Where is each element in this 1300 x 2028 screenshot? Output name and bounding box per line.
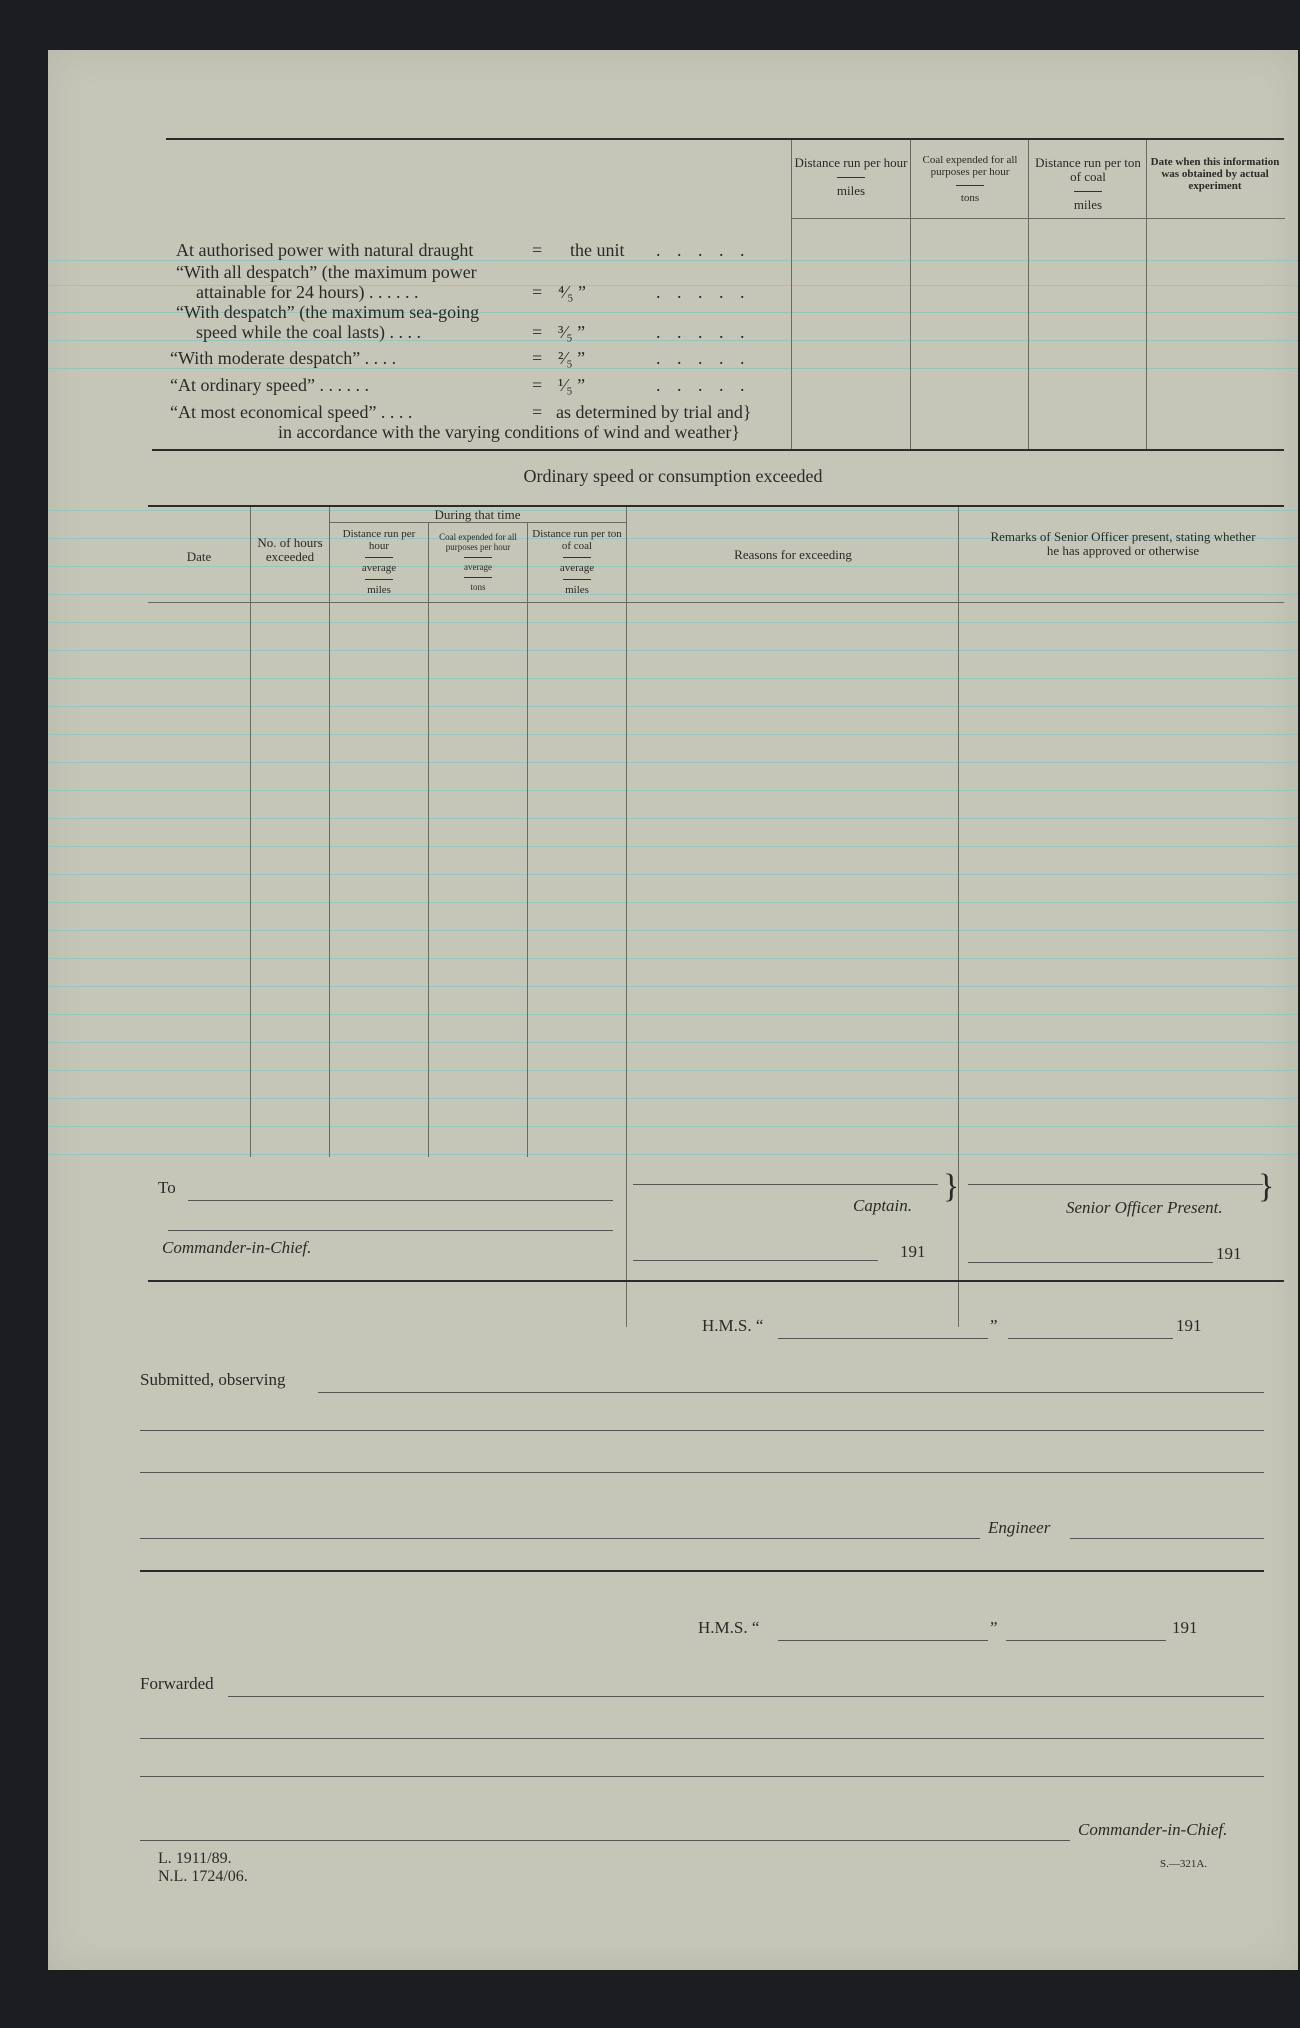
col-avg-coal-unit: tons (470, 582, 486, 592)
col-coal-per-hour-unit: tons (960, 192, 980, 204)
leader-dots: . . . . . (656, 348, 751, 368)
hms-label-2: H.M.S. “ (698, 1618, 760, 1637)
submitted-line-2[interactable] (140, 1430, 1264, 1431)
col-distance-per-hour (794, 156, 908, 198)
col-distance-per-ton-unit: miles (1073, 197, 1103, 212)
forwarded-line-2[interactable] (140, 1738, 1264, 1739)
form-page (48, 50, 1298, 1970)
reference-l: L. 1911/89. (158, 1850, 232, 1867)
speed-row-economical-2: in accordance with the varying conditions of wind and weather} (278, 422, 740, 442)
col-avg-distance-ton-title: Distance run per ton of coal (532, 528, 622, 552)
captain-date-line[interactable] (633, 1260, 878, 1261)
ship-name-line-2[interactable] (778, 1640, 988, 1641)
leader-dots: . . . . . (656, 240, 751, 260)
forwarded-line-1[interactable] (228, 1696, 1264, 1697)
col-coal-per-hour (914, 154, 1026, 204)
col-avg-coal-average: average (464, 562, 492, 572)
engineer-signature-line[interactable] (1070, 1538, 1264, 1539)
col-distance-per-ton (1032, 156, 1144, 212)
senior-signature-line[interactable] (968, 1184, 1263, 1185)
engineer-label: Engineer (988, 1518, 1051, 1537)
col-distance-per-ton-title: Distance run per ton of coal (1035, 155, 1141, 184)
equals-sign: = (532, 402, 543, 422)
speed-row-despatch: “With despatch” (the maximum sea-going (176, 302, 480, 322)
date-line-2[interactable] (1006, 1640, 1166, 1641)
speed-row-label: At authorised power with natural draught (176, 240, 474, 260)
equals-sign: = (532, 322, 543, 342)
speed-ratio: the unit (570, 240, 625, 260)
cinc-label-1: Commander-in-Chief. (162, 1238, 312, 1257)
col-reasons: Reasons for exceeding (734, 547, 852, 562)
leader-dots: . . . . . (656, 282, 751, 302)
submitted-line-3[interactable] (140, 1472, 1264, 1473)
col-coal-per-hour-title: Coal expended for all purposes per hour (922, 154, 1018, 178)
forwarded-label: Forwarded (140, 1674, 214, 1693)
senior-officer-label: Senior Officer Present. (1066, 1198, 1223, 1217)
exceeded-title: Ordinary speed or consumption exceeded (523, 466, 823, 486)
top-rule (166, 138, 1284, 140)
senior-year: 191 (1216, 1244, 1242, 1263)
forwarded-line-3[interactable] (140, 1776, 1264, 1777)
speed-ratio: as determined by trial and} (556, 402, 752, 422)
equals-sign: = (532, 348, 543, 368)
senior-date-line[interactable] (968, 1262, 1213, 1263)
during-that-time: During that time (434, 507, 521, 522)
form-number: S.—321A. (1160, 1858, 1208, 1870)
equals-sign: = (532, 375, 543, 395)
quote-close: ” (990, 1618, 998, 1637)
speed-row-all-despatch: “With all despatch” (the maximum power (176, 262, 477, 282)
col-avg-distance-unit: miles (367, 584, 391, 596)
to-line[interactable] (188, 1200, 613, 1201)
col-avg-coal-title: Coal expended for all purposes per hour (439, 532, 517, 552)
date-line-1[interactable] (1008, 1338, 1173, 1339)
quote-close: ” (990, 1316, 998, 1335)
cinc-label-2: Commander-in-Chief. (1078, 1820, 1228, 1839)
col-hours-exceeded: No. of hours exceeded (257, 535, 323, 564)
speed-ratio: ³⁄₅ ” (558, 322, 586, 342)
captain-label: Captain. (853, 1196, 913, 1215)
col-avg-distance-ton (530, 528, 624, 596)
col-date-obtained-title: Date when this information was obtained by actual experiment (1150, 156, 1280, 192)
speed-ratio: ²⁄₅ ” (558, 348, 586, 368)
brace: } (1258, 1168, 1275, 1205)
col-remarks: Remarks of Senior Officer present, stating whether he has approved or otherwise (990, 529, 1256, 558)
equals-sign: = (532, 282, 543, 302)
col-avg-distance-ton-average: average (559, 562, 595, 574)
captain-year: 191 (900, 1242, 926, 1261)
submitted-label: Submitted, observing (140, 1370, 286, 1389)
speed-row-despatch-2: speed while the coal lasts) . . . . (196, 322, 421, 342)
col-avg-distance-ton-unit: miles (565, 584, 589, 596)
year-1: 191 (1176, 1316, 1202, 1335)
forwarded-line-4[interactable] (140, 1840, 1070, 1841)
reference-nl: N.L. 1724/06. (158, 1868, 248, 1885)
submitted-line-4[interactable] (140, 1538, 980, 1539)
speed-row-all-despatch-2: attainable for 24 hours) . . . . . . (196, 282, 419, 302)
col-date: Date (186, 549, 212, 564)
submitted-line-1[interactable] (318, 1392, 1264, 1393)
speed-row-authorised (176, 240, 473, 261)
brace: } (943, 1168, 960, 1205)
col-avg-distance-average: average (361, 562, 397, 574)
year-2: 191 (1172, 1618, 1198, 1637)
captain-signature-line[interactable] (633, 1184, 938, 1185)
speed-ratio: ¹⁄₅ ” (558, 375, 586, 395)
ship-name-line-1[interactable] (778, 1338, 988, 1339)
speed-row-economical: “At most economical speed” . . . . (170, 402, 413, 422)
col-date-obtained (1150, 156, 1280, 192)
to-line-2[interactable] (168, 1230, 613, 1231)
col-distance-per-hour-title: Distance run per hour (794, 155, 908, 170)
col-avg-distance (332, 528, 426, 596)
leader-dots: . . . . . (656, 375, 751, 395)
col-avg-distance-title: Distance run per hour (342, 528, 416, 552)
leader-dots: . . . . . (656, 322, 751, 342)
speed-row-ordinary: “At ordinary speed” . . . . . . (170, 375, 369, 395)
col-avg-coal (431, 532, 525, 592)
col-distance-per-hour-unit: miles (836, 183, 866, 198)
hms-label-1: H.M.S. “ (702, 1316, 764, 1335)
speed-row-moderate: “With moderate despatch” . . . . (170, 348, 397, 368)
speed-ratio: ⁴⁄₅ ” (558, 282, 587, 302)
equals-sign: = (532, 240, 543, 260)
to-label: To (158, 1178, 176, 1197)
